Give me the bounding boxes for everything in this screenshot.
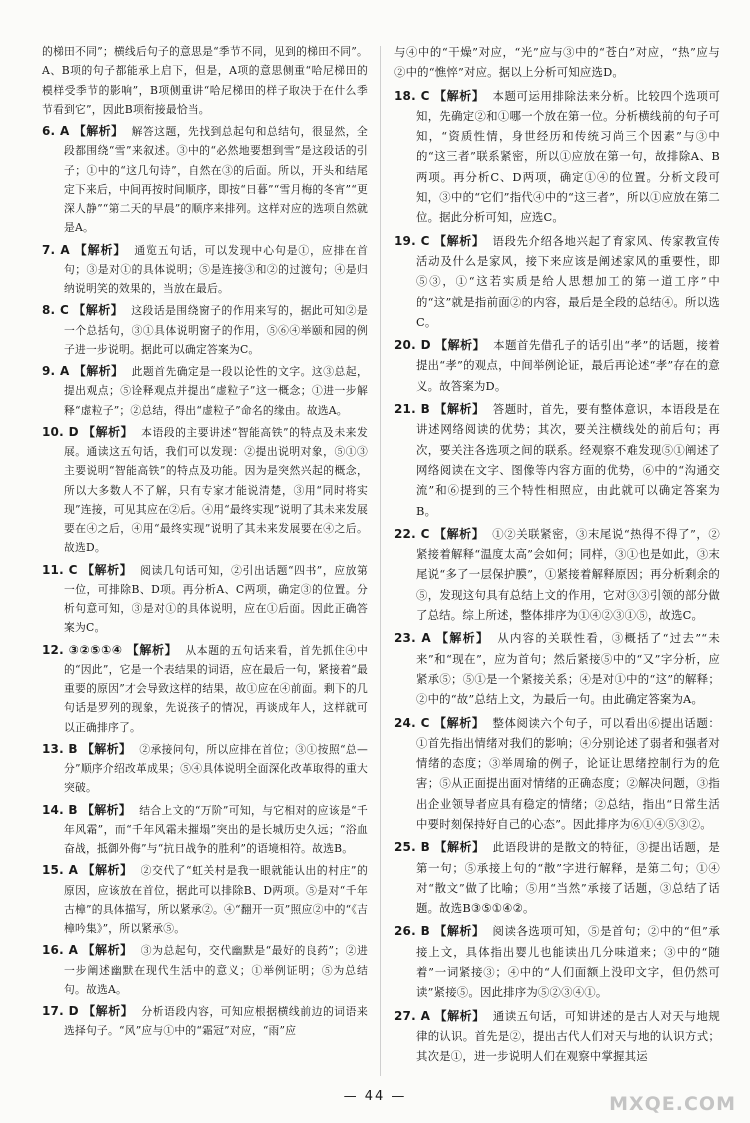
analysis-tag: 【解析】 [82, 863, 133, 878]
page-number: — 44 — [343, 1089, 407, 1104]
item-text: 语段先介绍各地兴起了育家风、传家教宣传活动及什么是家风，接下来应该是阐述家风的重要性，即⑤③，①“这若实质是给人思想加工的第一道工序”中的“这”就是指前面②的内容，最后是全段的总结④。所以选C。 [416, 233, 720, 329]
item-number: 16. [42, 943, 69, 958]
answer-item [394, 86, 720, 228]
item-number: 25. [394, 840, 421, 855]
item-text: 此题首先确定是一段以论性的文字。这③总起，提出观点；⑤诠释观点并提出“虚粒子”这一概念；①进一步解释“虚粒子”；②总结，得出“虚粒子”命名的缘由。故选A。 [64, 365, 369, 417]
left-column [42, 42, 368, 1044]
answer-item [394, 231, 720, 332]
item-number: 17. [42, 1004, 69, 1018]
answer-item [42, 241, 368, 299]
analysis-tag: 【解析】 [73, 303, 124, 318]
answer-item [42, 423, 368, 558]
item-text: 解答这题，先找到总起句和总结句，很显然，全段都围绕“雪”来叙述。③中的“必然地要想到雪”是这段话的引子；①中的“这几句诗”，自然在③的后面。所以，开头和结尾定下来后，中间再按时间顺序，即按“日暮”“雪月梅的冬宵”“更深人静”“第二天的早晨”的顺序来排列。这样对应的选项自然就是A。 [64, 125, 369, 235]
answer-item [42, 1002, 368, 1041]
analysis-tag: 【解析】 [434, 338, 486, 353]
item-text: 结合上文的“万阶”可知，与它相对的应该是“千年风霜”，而“千年风霜未摧塌”突出的是长城历史久远；“浴血奋战，抵御外侮”与“抗日战争的胜利”的语境相符。故选B。 [64, 803, 368, 855]
item-text: 整体阅读六个句子，可以看出⑥提出话题：①首先指出情绪对我们的影响；④分别论述了弱者和强者对情绪的态度；③举周瑜的例子，论证让思绪控制行为的危害；⑤从正面提出面对情绪的正确态度；②解决问题，③指出企业领导者应具有稳定的情绪；②总结，指出“日常生活中要时刻保持好自己的心态”。因此排序为⑥①④⑤③②。 [416, 715, 720, 831]
item-answer: B [420, 402, 430, 417]
item-text: 从本题的五句话来看，首先抓住④中的“因此”，它是一个表结果的词语，应在最后一句，紧接着“最重要的原因”才会导致这样的结果，故①应在④前面。剩下的几句话是罗列的现象，先说孩子的情况，再谈成年人，这样就可以正确排序了。 [64, 643, 368, 734]
answer-item [42, 362, 368, 420]
answer-item [394, 837, 720, 918]
answer-item [42, 122, 368, 238]
item-answer: B [68, 802, 78, 817]
analysis-tag: 【解析】 [82, 1004, 134, 1018]
item-number: 22. [394, 526, 421, 541]
item-answer: A [60, 242, 70, 257]
analysis-tag: 【解析】 [82, 424, 134, 439]
analysis-tag: 【解析】 [433, 88, 485, 103]
item-number: 15. [42, 863, 69, 878]
item-text: 本题可运用排除法来分析。比较四个选项可知，先确定②和①哪一个放在第一位。分析横线前的句子可知，“资质性情，身世经历和传统习尚三个因素”与③中的“这三者”联系紧密，所以①应放在第一句，故排除A、B两项。再分析C、D两项，确定①④的位置。分析文段可知，③中的“它们”指代④中的“这三者”，所以①应放在第二位。据此分析可知，应选C。 [416, 88, 720, 225]
item-number: 12. [42, 642, 69, 657]
item-number: 27. [394, 1008, 421, 1023]
analysis-tag: 【解析】 [73, 364, 124, 378]
item-text: 通览五句话，可以发现中心句是①，应排在首句；③是对①的具体说明；⑤是连接③和②的过渡句；④是归纳说明笑的效果的，当放在最后。 [64, 243, 369, 295]
item-text: 通读五句话，可知讲述的是古人对天与地规律的认识。首先是②，提出古代人们对天与地的认识方式；其次是①，进一步说明人们在观察中掌握其运 [416, 1008, 720, 1064]
item-number: 7. [42, 242, 61, 257]
answer-item [394, 1006, 720, 1067]
item-text: 本题首先借孔子的话引出“孝”的话题，接着提出“孝”的观点，中间举例论证，最后再论述“孝”存在的意义。故答案为D。 [416, 338, 720, 393]
item-answer: ③②⑤①④ [68, 642, 123, 657]
item-answer: A [59, 364, 70, 378]
analysis-tag: 【解析】 [433, 924, 485, 939]
answer-item [42, 740, 368, 798]
item-text: 答题时，首先，要有整体意识，本语段是在讲述网络阅读的优势；其次，要关注横线处的前后句；再次，要关注各选项之间的联系。经观察不难发现⑤①阐述了网络阅读在文字、图像等内容方面的优势，⑥中的“沟通交流”和⑥提到的三个特性相照应，由此就可以确定答案为B。 [416, 402, 720, 518]
item-number: 19. [394, 233, 421, 248]
right-column [394, 42, 720, 1070]
analysis-tag: 【解析】 [433, 715, 485, 730]
item-number: 13. [42, 741, 69, 756]
item-answer: A [59, 124, 70, 138]
item-number: 20. [394, 338, 421, 353]
item-text: 此语段讲的是散文的特征，③提出话题，是第一句；⑤承接上句的“散”字进行解释，是第二句；①④对“散文”做了比喻；⑤用“当然”承接了话题，③总结了话题。故选B③⑤①④②。 [416, 840, 720, 916]
analysis-tag: 【解析】 [81, 741, 132, 756]
item-text: 与④中的“干燥”对应，“光”应与③中的“苍白”对应，“热”应与②中的“憔悴”对应。据以上分析可知应选D。 [394, 45, 720, 80]
item-answer: A [420, 1008, 431, 1023]
item-answer: A [421, 631, 431, 646]
item-number: 11. [42, 562, 69, 577]
item-number: 23. [394, 631, 422, 646]
item-answer: C [59, 303, 69, 318]
item-answer: D [68, 424, 79, 439]
answer-item [42, 641, 368, 737]
answer-item [42, 801, 368, 859]
answer-page [42, 42, 722, 1072]
item-number: 26. [394, 924, 421, 939]
item-text: ②承接问句，所以应排在首位；③①按照“总—分”顺序介绍改革成果；⑤④具体说明全面深化改革取得的重大突破。 [64, 742, 368, 795]
item-answer: C [420, 526, 430, 541]
answer-item [394, 335, 720, 396]
analysis-tag: 【解析】 [126, 642, 178, 657]
item-number: 24. [394, 715, 421, 730]
item-number: 9. [42, 364, 60, 378]
item-text: 的梯田不同”；横线后句子的意思是“季节不同，见到的梯田不同”。A、B项的句子都能承上启下，但是，A项的意思侧重“哈尼梯田的模样受季节的影响”，B项侧重讲“哈尼梯田的样子取决于在什么季节看到它”，因此B项衔接最恰当。 [42, 45, 368, 116]
item-number: 18. [394, 88, 421, 103]
column-divider [380, 46, 381, 1076]
item-text: ②交代了“虹关村是我一眼就能认出的村庄”的原因，应该放在首位，据此可以排除B、D两项。⑤是对“千年古樟”的具体描写，所以紧承②。④“翻开一页”照应②中的“《吉樟吟集》”，所以紧承⑤。 [64, 864, 368, 935]
item-answer: C [420, 715, 430, 730]
item-answer: C [420, 233, 430, 248]
analysis-tag: 【解析】 [82, 943, 133, 958]
answer-item [394, 921, 720, 1002]
analysis-tag: 【解析】 [81, 562, 133, 577]
item-answer: B [420, 840, 430, 855]
item-number: 8. [42, 303, 60, 318]
watermark-logo: MXQE.COM [609, 1093, 736, 1115]
item-text: ①②关联紧密，③末尾说“热得不得了”，②紧接着解释“温度太高”会如何；同样，③①也是如此，③末尾说“多了一层保护膜”，①紧接着解释原因；再分析剩余的⑤，发现这句具有总结上文的作用，它对③③引领的部分做了总结。综上所述，整体排序为①④②③①⑤，故选C。 [416, 526, 720, 623]
answer-item [42, 561, 368, 638]
answer-item [42, 861, 368, 938]
answer-item [42, 301, 368, 359]
item-text: 这段话是围绕窗子的作用来写的，据此可知②是一个总括句，③①具体说明窗子的作用，⑤⑥④举颐和园的例子进一步说明。据此可以确定答案为C。 [64, 304, 369, 356]
item-answer: D [68, 1004, 79, 1018]
analysis-tag: 【解析】 [433, 526, 485, 541]
item-text: 分析语段内容，可知应根据横线前边的词语来选择句子。“风”应与①中的“霜冠”对应，“雨”应 [64, 1005, 368, 1038]
continued-text [42, 42, 368, 119]
answer-item [394, 399, 720, 521]
answer-item [394, 524, 720, 625]
answer-item [42, 941, 368, 999]
item-text: 本语段的主要讲述“智能高铁”的特点及未来发展。通读这五句话，我们可以发现：②提出说明对象，⑤①③主要说明“智能高铁”的特点及功能。因为是突然兴起的概念，所以大多数人不了解，只有专家才能说清楚，③用“同时将实现”连接，可见其应在②后。④用“最终实现”说明了其未来发展要在④之后，④用“最终实现”说明了其未来发展要在④之后。故选D。 [64, 425, 368, 555]
item-answer: D [420, 338, 431, 353]
item-text: ③为总起句，交代幽默是“最好的良药”；②进一步阐述幽默在现代生活中的意义；①举例证明；⑤为总结句。故选A。 [64, 944, 368, 996]
analysis-tag: 【解析】 [434, 1008, 485, 1023]
analysis-tag: 【解析】 [73, 124, 124, 138]
answer-item [394, 628, 720, 709]
item-answer: A [68, 943, 79, 958]
continued-text [394, 42, 720, 83]
analysis-tag: 【解析】 [433, 402, 485, 417]
item-text: 阅读几句话可知，②引出话题“四书”，应放第一位，可排除B、D项。再分析A、C两项，确定③的位置。分析句意可知，③是对①的具体说明，应在①后面。因此正确答案为C。 [64, 563, 368, 635]
item-answer: A [68, 863, 79, 878]
item-text: 阅读各选项可知，⑤是首句；②中的“但”承接上文，具体指出婴儿也能读出几分味道来；③中的“随着”一词紧接③；④中的“人们面额上没印文字，但仍然可读”紧接⑤。因此排序为⑤②③④①。 [416, 924, 720, 1000]
item-answer: C [420, 88, 430, 103]
item-number: 6. [42, 124, 60, 138]
item-answer: B [68, 741, 78, 756]
analysis-tag: 【解析】 [433, 840, 485, 855]
analysis-tag: 【解析】 [433, 233, 485, 248]
item-number: 14. [42, 802, 69, 817]
item-answer: B [420, 924, 430, 939]
analysis-tag: 【解析】 [81, 802, 132, 817]
analysis-tag: 【解析】 [434, 631, 490, 646]
item-number: 10. [42, 424, 69, 439]
item-number: 21. [394, 402, 421, 417]
item-answer: C [68, 562, 78, 577]
answer-item [394, 713, 720, 835]
analysis-tag: 【解析】 [73, 242, 127, 257]
item-text: 从内容的关联性看，③概括了“过去”“未来”和“现在”，应为首句；然后紧接⑤中的“又”字分析，应紧承⑤；⑤①是一个紧接关系；④是对①中的“这”的解释；②中的“故”总结上文，为最后一句。由此确定答案为A。 [416, 631, 720, 707]
